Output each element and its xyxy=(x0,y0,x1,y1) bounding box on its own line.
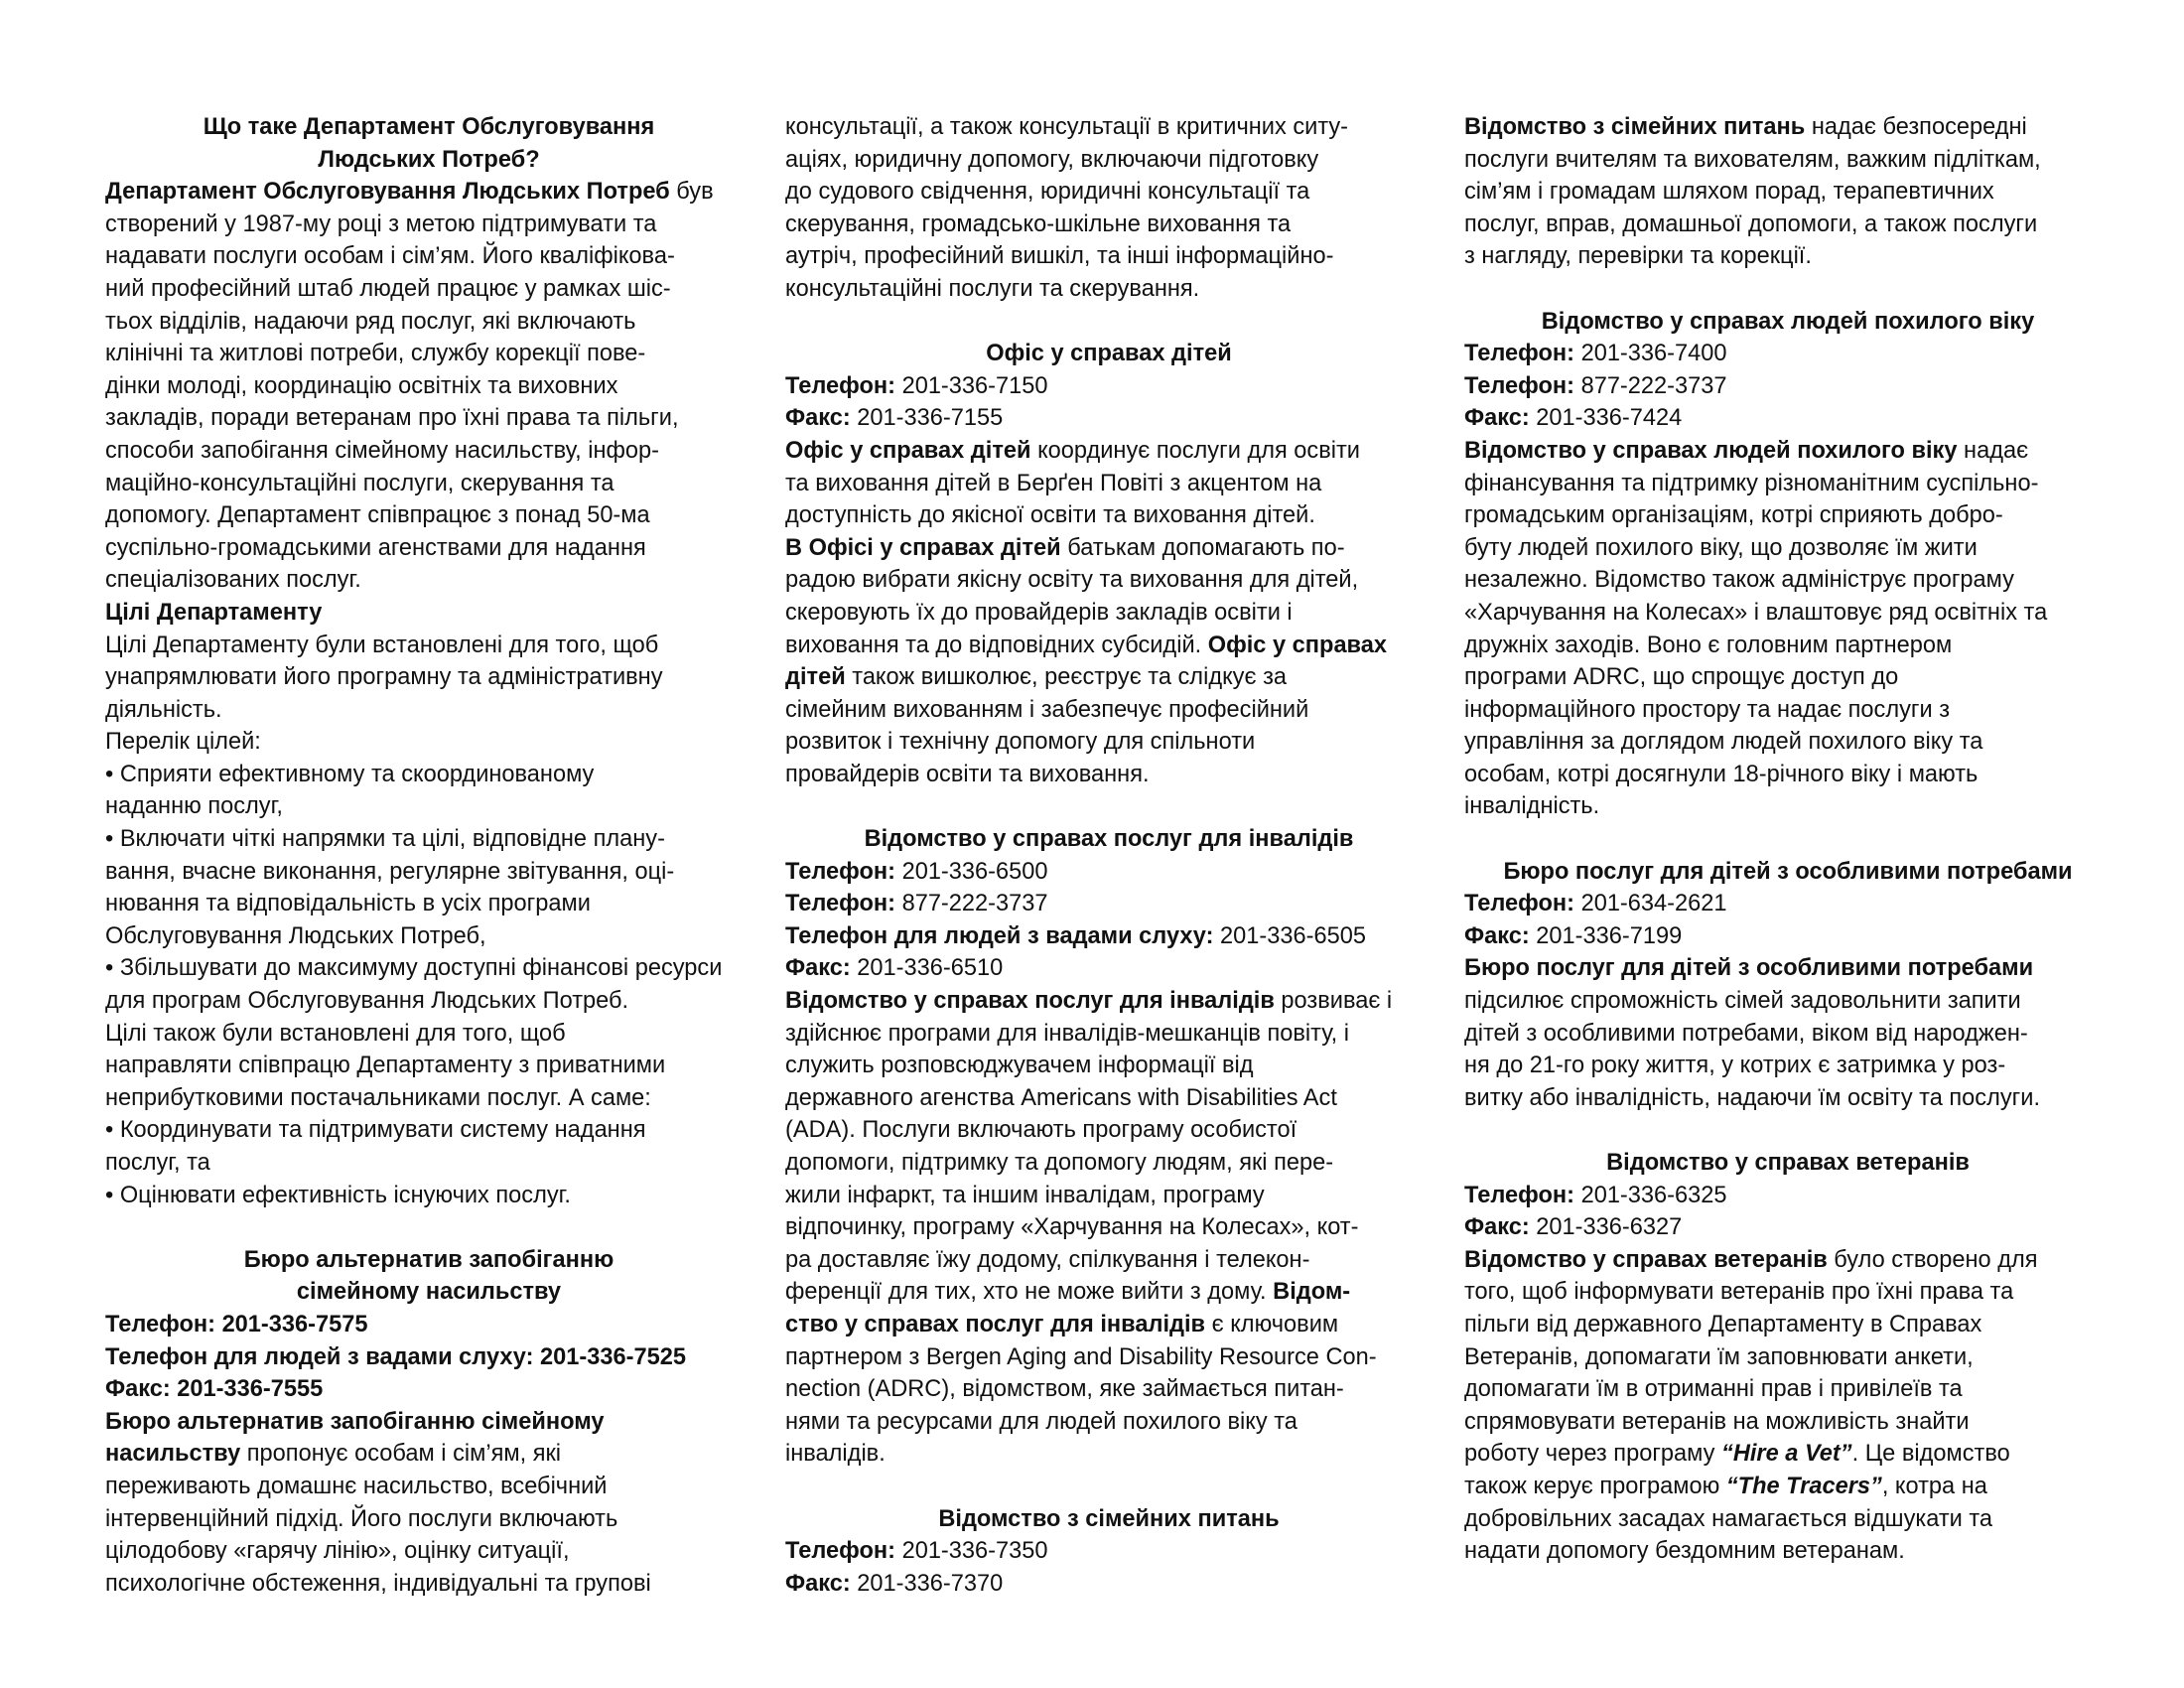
bold-text-line: Телефон: 201-336-7575 xyxy=(105,1311,368,1337)
text-run: 201-336-7199 xyxy=(1529,922,1683,949)
text-line xyxy=(785,952,1433,985)
text-run: 201-336-7150 xyxy=(895,372,1048,399)
text-line: «Харчування на Колесах» і влаштовує ряд освітніх та xyxy=(1464,599,2048,626)
section-spacer xyxy=(785,306,1433,339)
text-line: Цілі Департаменту були встановлені для того, щоб xyxy=(105,632,659,658)
text-line xyxy=(785,1535,1433,1568)
text-line xyxy=(785,1309,1433,1341)
text-line: спрямовувати ветеранів на можливість знайти xyxy=(1464,1408,1970,1435)
text-line: Перелік цілей: xyxy=(105,729,261,756)
text-line xyxy=(785,920,1433,953)
section-spacer xyxy=(1464,1114,2112,1147)
text-line: консультації, а також консультації в критичних ситу- xyxy=(785,114,1349,140)
section-heading: Відомство у справах ветеранів xyxy=(1606,1150,1970,1176)
text-line: інформаційного простору та надає послуги з xyxy=(1464,696,1951,723)
section-spacer xyxy=(785,1471,1433,1503)
text-line: підсилює спроможність сімей задовольнити запити xyxy=(1464,988,2021,1015)
text-line: доступність до якісної освіти та виховання дітей. xyxy=(785,502,1315,529)
bold-run: Телефон для людей з вадами слуху: xyxy=(785,922,1214,949)
text-run: 201-336-7400 xyxy=(1574,341,1727,367)
text-line: консультаційні послуги та скерування. xyxy=(785,275,1200,302)
bold-run: Телефон: xyxy=(785,1538,896,1565)
text-line: Обслуговування Людських Потреб, xyxy=(105,922,486,949)
text-line: • Координувати та підтримувати систему надання xyxy=(105,1117,646,1144)
text-line: нями та ресурсами для людей похилого віку та xyxy=(785,1408,1297,1435)
text-run: . Це відомство xyxy=(1851,1441,2010,1468)
text-line xyxy=(1464,402,2112,435)
text-line: унапрямлювати його програмну та адміністративну xyxy=(105,664,663,691)
text-line: громадським організаціям, котрі сприяють добро- xyxy=(1464,502,2003,529)
text-line: дітей з особливими потребами, віком від народжен- xyxy=(1464,1020,2028,1047)
text-run: 201-634-2621 xyxy=(1574,891,1727,917)
text-line: витку або інвалідність, надаючи їм освіту та послуги. xyxy=(1464,1084,2040,1111)
text-line: ра доставляє їжу додому, спілкування і телекон- xyxy=(785,1246,1310,1273)
text-line: направляти співпрацю Департаменту з приватними xyxy=(105,1053,666,1079)
bold-run: “The Tracers” xyxy=(1725,1473,1882,1499)
text-line: послуги вчителям та вихователям, важким підліткам, xyxy=(1464,146,2041,173)
bold-run: Телефон: xyxy=(785,891,896,917)
text-line: скерування, громадсько-шкільне виховання та xyxy=(785,211,1292,237)
text-line: сім’ям і громадам шляхом порад, терапевтичних xyxy=(1464,179,1994,206)
bold-run: Відомство у справах ветеранів xyxy=(1464,1246,1828,1273)
text-line: жили інфаркт, та іншим інвалідам, програму xyxy=(785,1182,1265,1208)
bold-run: Факс: xyxy=(1464,1214,1530,1241)
text-run: 201-336-7155 xyxy=(850,405,1004,432)
text-line xyxy=(1464,888,2112,920)
text-line xyxy=(785,370,1433,403)
text-line: скеровують їх до провайдерів закладів освіти і xyxy=(785,599,1293,626)
text-line xyxy=(785,661,1433,694)
text-line: партнером з Bergen Aging and Disability Resource Con- xyxy=(785,1343,1377,1370)
text-line: наданню послуг, xyxy=(105,793,283,820)
bold-run: Телефон: xyxy=(785,858,896,885)
text-run: 201-336-6325 xyxy=(1574,1182,1727,1208)
bold-run: Відомство з сімейних питань xyxy=(1464,114,1806,140)
text-line: закладів, поради ветеранам про їхні права та пільги, xyxy=(105,405,679,432)
text-line xyxy=(785,402,1433,435)
bold-run: Факс: xyxy=(785,405,851,432)
text-line: Ветеранів, допомагати їм заповнювати анкети, xyxy=(1464,1343,1974,1370)
text-line: сімейним вихованням і забезпечує професійний xyxy=(785,696,1309,723)
section-heading: Бюро послуг для дітей з особливими потребами xyxy=(1503,858,2073,885)
text-run: 201-336-6510 xyxy=(850,955,1004,982)
text-line: управління за доглядом людей похилого віку та xyxy=(1464,729,1983,756)
text-run: 877-222-3737 xyxy=(895,891,1048,917)
column-middle xyxy=(785,111,1433,1600)
text-line: аутріч, професійний вишкіл, та інші інформаційно- xyxy=(785,243,1334,270)
text-line: державного агенства Americans with Disabilities Act xyxy=(785,1084,1337,1111)
bold-run: насильству xyxy=(105,1441,241,1468)
text-line: (ADA). Послуги включають програму особистої xyxy=(785,1117,1297,1144)
text-line: з нагляду, перевірки та корекції. xyxy=(1464,243,1812,270)
section-spacer xyxy=(105,1211,752,1244)
text-run: розвиває і xyxy=(1274,988,1393,1015)
text-line: неприбутковими постачальниками послуг. А саме: xyxy=(105,1084,651,1111)
text-line: клінічні та житлові потреби, службу корекції пове- xyxy=(105,341,646,367)
text-line: провайдерів освіти та виховання. xyxy=(785,761,1150,787)
bold-text-line: Телефон для людей з вадами слуху: 201-336-7525 xyxy=(105,1343,686,1370)
text-line xyxy=(785,630,1433,662)
text-line xyxy=(785,856,1433,889)
text-line xyxy=(1464,435,2112,468)
text-line: • Сприяти ефективному та скоординованому xyxy=(105,761,595,787)
text-line: надавати послуги особам і сім’ям. Його кваліфікова- xyxy=(105,243,675,270)
text-run: , котра на xyxy=(1881,1473,1987,1499)
bold-run: Телефон: xyxy=(785,372,896,399)
column-right xyxy=(1464,111,2112,1568)
bold-run: Телефон: xyxy=(1464,341,1575,367)
bold-run: ство у справах послуг для інвалідів xyxy=(785,1311,1206,1337)
bold-run: Факс: xyxy=(1464,922,1530,949)
text-run: 877-222-3737 xyxy=(1574,372,1727,399)
bold-text-line: Цілі Департаменту xyxy=(105,599,323,626)
text-line: аціях, юридичну допомогу, включаючи підготовку xyxy=(785,146,1319,173)
bold-run: Відомство у справах послуг для інвалідів xyxy=(785,988,1275,1015)
text-run: 201-336-7370 xyxy=(850,1570,1004,1597)
bold-run: Офіс у справах xyxy=(1207,632,1387,658)
text-run: пропонує особам і сім’ям, які xyxy=(240,1441,562,1468)
bold-text-line: Факс: 201-336-7555 xyxy=(105,1376,324,1403)
section-spacer xyxy=(1464,823,2112,856)
text-line xyxy=(1464,1180,2112,1212)
text-run: батькам допомагають по- xyxy=(1060,534,1345,561)
text-line xyxy=(785,532,1433,565)
text-line: вання, вчасне виконання, регулярне звітування, оці- xyxy=(105,858,675,885)
text-line xyxy=(105,1438,752,1471)
text-line: психологічне обстеження, індивідуальні та групові xyxy=(105,1570,651,1597)
text-line: добровільних засадах намагається відшукати та xyxy=(1464,1505,1993,1532)
text-run: надає xyxy=(1957,437,2029,464)
text-line: переживають домашнє насильство, всебічний xyxy=(105,1473,608,1499)
bold-run: Факс: xyxy=(1464,405,1530,432)
bold-run: В Офісі у справах дітей xyxy=(785,534,1061,561)
bold-run: Офіс у справах дітей xyxy=(785,437,1031,464)
text-line: відпочинку, програму «Харчування на Колесах», кот- xyxy=(785,1214,1359,1241)
text-run: ференції для тих, хто не може вийти з дому. xyxy=(785,1279,1274,1306)
text-line: буту людей похилого віку, що дозволяє їм жити xyxy=(1464,534,1978,561)
text-line: маційно-консультаційні послуги, скерування та xyxy=(105,470,614,496)
section-heading: Офіс у справах дітей xyxy=(986,341,1232,367)
section-heading: Що таке Департамент Обслуговування xyxy=(203,114,655,140)
text-line: ний професійний штаб людей працює у рамках шіс- xyxy=(105,275,671,302)
bold-run: Телефон: xyxy=(1464,372,1575,399)
text-run: також вишколює, реєструє та слідкує за xyxy=(845,664,1288,691)
text-run: 201-336-6327 xyxy=(1529,1214,1683,1241)
text-line: • Оцінювати ефективність існуючих послуг. xyxy=(105,1182,571,1208)
text-line: • Збільшувати до максимуму доступні фінансові ресурси xyxy=(105,955,723,982)
bold-run: Відомство у справах людей похилого віку xyxy=(1464,437,1958,464)
bold-text-line: Бюро альтернатив запобіганню сімейному xyxy=(105,1408,605,1435)
text-line xyxy=(785,1276,1433,1309)
text-line: дружніх заходів. Воно є головним партнером xyxy=(1464,632,1953,658)
text-line: та виховання дітей в Берґен Повіті з акцентом на xyxy=(785,470,1322,496)
text-run: роботу через програму xyxy=(1464,1441,1722,1468)
text-line xyxy=(1464,1244,2112,1277)
text-line: створений у 1987-му році з метою підтримувати та xyxy=(105,211,657,237)
text-run: 201-336-7350 xyxy=(895,1538,1048,1565)
text-line: цілодобову «гарячу лінію», оцінку ситуації, xyxy=(105,1538,570,1565)
text-line: програми ADRC, що спрощує доступ до xyxy=(1464,664,1899,691)
text-line xyxy=(1464,370,2112,403)
bold-run: дітей xyxy=(785,664,846,691)
bold-run: Телефон: xyxy=(1464,1182,1575,1208)
text-line xyxy=(1464,920,2112,953)
text-line: дінки молоді, координацію освітніх та виховних xyxy=(105,372,618,399)
text-line: до судового свідчення, юридичні консультації та xyxy=(785,179,1310,206)
text-line: служить розповсюджувачем інформації від xyxy=(785,1053,1254,1079)
text-line: спеціалізованих послуг. xyxy=(105,567,361,594)
section-spacer xyxy=(1464,273,2112,306)
text-line: інтервенційний підхід. Його послуги включають xyxy=(105,1505,618,1532)
text-line: послуг, вправ, домашньої допомоги, а також послуги xyxy=(1464,211,2038,237)
bold-run: Факс: xyxy=(785,955,851,982)
text-line xyxy=(105,176,752,209)
text-line: допомагати їм в отриманні прав і привілеїв та xyxy=(1464,1376,1963,1403)
text-run: було створено для xyxy=(1827,1246,2038,1273)
text-line xyxy=(1464,1438,2112,1471)
text-line: допомоги, підтримку та допомогу людям, які пере- xyxy=(785,1150,1334,1176)
text-run: надає безпосередні xyxy=(1805,114,2027,140)
text-line: здійснює програми для інвалідів-мешканців повіту, і xyxy=(785,1020,1350,1047)
text-line: розвиток і технічну допомогу для спільноти xyxy=(785,729,1256,756)
text-line xyxy=(1464,1211,2112,1244)
text-line: пільги від державного Департаменту в Справах xyxy=(1464,1311,1982,1337)
section-heading: Відомство з сімейних питань xyxy=(938,1505,1280,1532)
text-line: інвалідів. xyxy=(785,1441,886,1468)
section-heading: Відомство у справах послуг для інвалідів xyxy=(864,826,1354,853)
text-line xyxy=(1464,338,2112,370)
text-run: є ключовим xyxy=(1205,1311,1339,1337)
column-left xyxy=(105,111,752,1600)
text-run: 201-336-6505 xyxy=(1213,922,1366,949)
text-line xyxy=(1464,111,2112,144)
text-line: тьох відділів, надаючи ряд послуг, які включають xyxy=(105,308,636,335)
text-line xyxy=(785,435,1433,468)
text-run: координує послуги для освіти xyxy=(1030,437,1360,464)
text-run: 201-336-6500 xyxy=(895,858,1048,885)
text-line: особам, котрі досягнули 18-річного віку і мають xyxy=(1464,761,1979,787)
section-heading: Бюро альтернатив запобіганню xyxy=(243,1246,614,1273)
text-line: діяльність. xyxy=(105,696,222,723)
text-line: суспільно-громадськими агенствами для надання xyxy=(105,534,646,561)
bold-run: Департамент Обслуговування Людських Потреб xyxy=(105,179,670,206)
bold-run: “Hire a Vet” xyxy=(1721,1441,1852,1468)
text-line: допомогу. Департамент співпрацює з понад 50-ма xyxy=(105,502,650,529)
text-line: послуг, та xyxy=(105,1150,210,1176)
section-heading: сімейному насильству xyxy=(296,1279,562,1306)
bold-run: Відом- xyxy=(1273,1279,1351,1306)
section-heading: Відомство у справах людей похилого віку xyxy=(1541,308,2035,335)
text-line: nection (ADRC), відомством, яке займається питан- xyxy=(785,1376,1344,1403)
bold-text-line: Бюро послуг для дітей з особливими потребами xyxy=(1464,955,2034,982)
text-line: радою вибрати якісну освіту та виховання для дітей, xyxy=(785,567,1359,594)
text-line: незалежно. Відомство також адмініструє програму xyxy=(1464,567,2014,594)
text-line: способи запобігання сімейному насильству, інфор- xyxy=(105,437,660,464)
bold-run: Факс: xyxy=(785,1570,851,1597)
text-line xyxy=(785,888,1433,920)
text-line: надати допомогу бездомним ветеранам. xyxy=(1464,1538,1905,1565)
text-line: фінансування та підтримку різноманітним суспільно- xyxy=(1464,470,2039,496)
text-run: також керує програмою xyxy=(1464,1473,1726,1499)
text-run: виховання та до відповідних субсидій. xyxy=(785,632,1208,658)
bold-run: Телефон: xyxy=(1464,891,1575,917)
text-line xyxy=(785,985,1433,1018)
text-line: • Включати чіткі напрямки та цілі, відповідне плану- xyxy=(105,826,665,853)
text-run: 201-336-7424 xyxy=(1529,405,1683,432)
text-line: того, щоб інформувати ветеранів про їхні права та xyxy=(1464,1279,2014,1306)
text-line: ня до 21-го року життя, у котрих є затримка у роз- xyxy=(1464,1053,2006,1079)
text-line: для програм Обслуговування Людських Потреб. xyxy=(105,988,629,1015)
text-line xyxy=(785,1568,1433,1601)
section-spacer xyxy=(785,790,1433,823)
text-run: був xyxy=(669,179,714,206)
text-line: інвалідність. xyxy=(1464,793,1600,820)
text-line: нювання та відповідальність в усіх програми xyxy=(105,891,591,917)
text-line: Цілі також були встановлені для того, щоб xyxy=(105,1020,566,1047)
section-heading: Людських Потреб? xyxy=(318,146,540,173)
text-line xyxy=(1464,1471,2112,1503)
